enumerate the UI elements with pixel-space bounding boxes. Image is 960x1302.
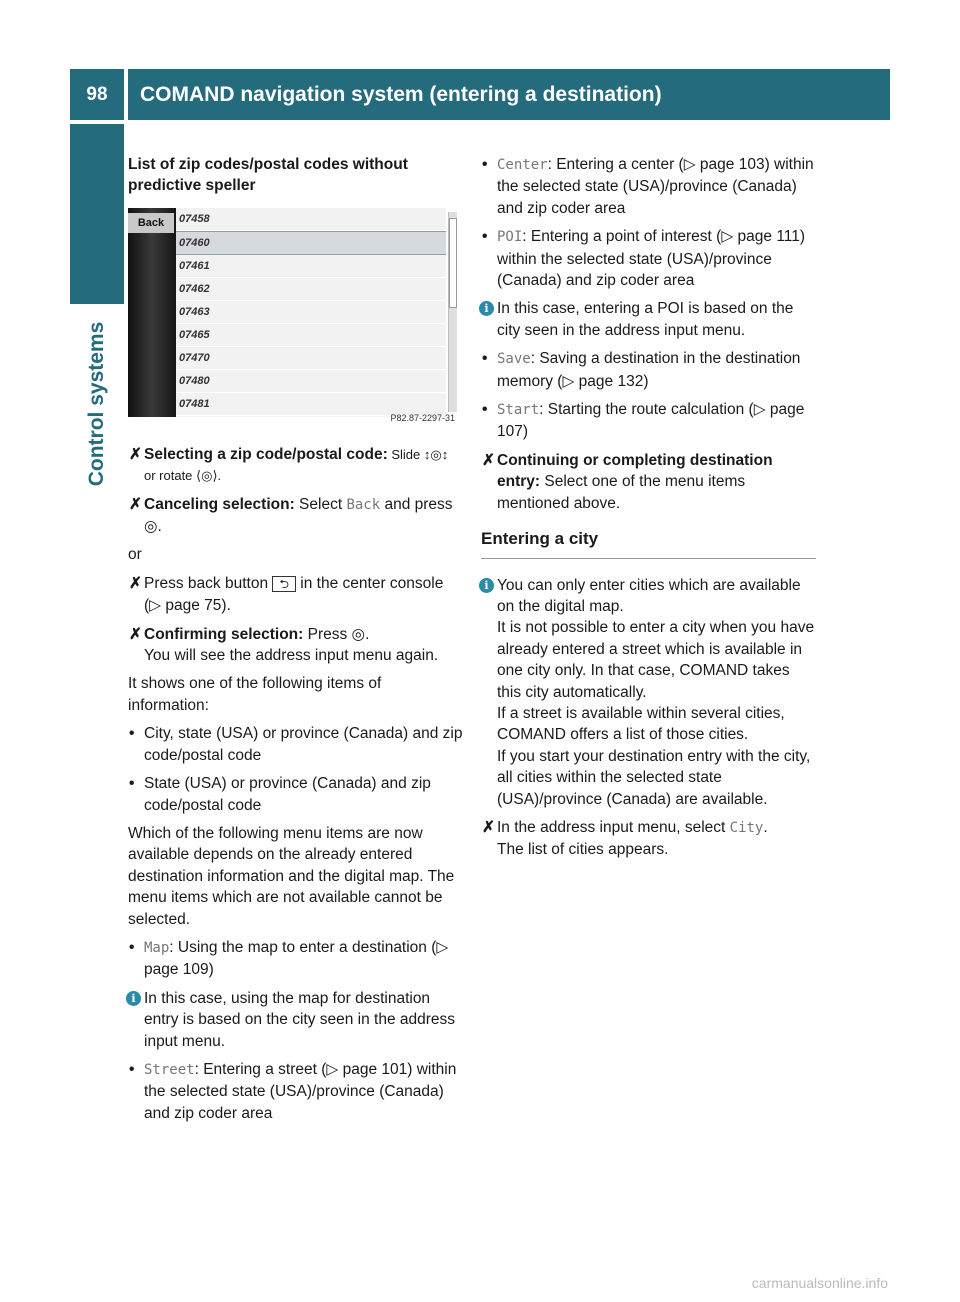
section-title: Entering a city [481,528,816,558]
page-title: COMAND navigation system (entering a destination) [128,69,890,120]
info-note: i You can only enter cities which are available on the digital map. It is not possible to enter a city when you have already entered a street which is available in one city only. In that case, COMAND takes this city automatically. If a street is available within several cities, COMAND offers a list of those cities. If you start your destination entry with the city, all cities within the selected state (USA)/province (Canada) are available. [481,575,816,810]
bullet-item: • Street: Entering a street (▷ page 101) within the selected state (USA)/province (Canada) and zip coder area [129,1060,457,1122]
bullet-item: • Start: Starting the route calculation (▷ page 107) [482,401,805,441]
bullet-icon: • [482,350,488,368]
step-marker-icon: ✗ [482,451,495,469]
screen-dial-graphic [128,208,176,417]
body-text: Which of the following menu items are now available depends on the already entered destination information and the digital map. The menu items which are not available cannot be selected. [128,824,455,928]
info-icon: i [479,578,494,593]
bullet-icon: • [482,401,488,419]
bullet-item: • State (USA) or province (Canada) and zip code/postal code [129,775,431,814]
bullet-icon: • [129,1060,135,1078]
step-marker-icon: ✗ [129,445,142,463]
bullet-icon: • [129,775,135,793]
step-marker-icon: ✗ [129,625,142,643]
info-note: i In this case, using the map for destination entry is based on the city seen in the address input menu. [128,988,463,1052]
body-text: It shows one of the following items of information: [128,675,382,714]
zip-row: 07481 [176,393,446,416]
step-marker-icon: ✗ [129,495,142,513]
bullet-icon: • [482,156,488,173]
zip-row: 07465 [176,324,446,347]
bullet-icon: • [129,725,135,743]
bullet-item: • POI: Entering a point of interest (▷ page 111) within the selected state (USA)/province (Canada) and zip coder area [482,228,806,290]
back-button-icon: ⮌ [272,576,296,592]
page-number: 98 [70,69,124,120]
scrollbar [448,212,457,412]
zip-row: 07463 [176,301,446,324]
bullet-item: • Map: Using the map to enter a destination (▷ page 109) [129,938,449,979]
bullet-item: • City, state (USA) or province (Canada) and zip code/postal code [129,725,463,764]
zip-row: 07462 [176,278,446,301]
bullet-icon: • [129,938,135,956]
zip-row: 07461 [176,255,446,278]
step-item: ✗ In the address input menu, select City. The list of cities appears. [482,818,768,859]
scrollbar-thumb [449,218,457,308]
left-column [128,154,463,1131]
side-label: Control systems [85,321,108,487]
screenshot-figure [128,208,459,430]
step-item: ✗ Press back button ⮌ in the center console (▷ page 75). [129,574,444,615]
info-note: i In this case, entering a POI is based on the city seen in the address input menu. [481,298,816,341]
bullet-item: • Center: Entering a center (▷ page 103) within the selected state (USA)/province (Canada) and zip coder area [482,156,814,217]
info-icon: i [479,301,494,316]
right-column [481,154,816,868]
zip-row-selected: 07460 [176,231,446,255]
zip-row: 07470 [176,347,446,370]
step-item: ✗ Canceling selection: Select Back and press ◎. [129,495,453,536]
step-marker-icon: ✗ [129,574,142,592]
image-code: P82.87-2297-31 [390,413,455,424]
step-item: ✗ Selecting a zip code/postal code: Slide ↕◎↕ or rotate ⟨◎⟩. [129,445,449,484]
back-label: Back [128,213,174,233]
side-tab [70,124,124,304]
or-text: or [128,546,142,564]
zip-row: 07458 [176,208,446,231]
step-item: ✗ Continuing or completing destination entry: Select one of the menu items mentioned above. [482,451,773,512]
bullet-icon: • [482,228,488,246]
zip-row: 07480 [176,370,446,393]
footer-watermark: carmanualsonline.info [751,1275,888,1291]
step-marker-icon: ✗ [482,818,495,836]
zip-code-list [176,208,446,417]
section-heading: List of zip codes/postal codes without predictive speller [128,156,408,195]
bullet-item: • Save: Saving a destination in the destination memory (▷ page 132) [482,350,801,390]
step-item: ✗ Confirming selection: Press ◎. You will see the address input menu again. [129,625,439,665]
info-icon: i [126,991,141,1006]
